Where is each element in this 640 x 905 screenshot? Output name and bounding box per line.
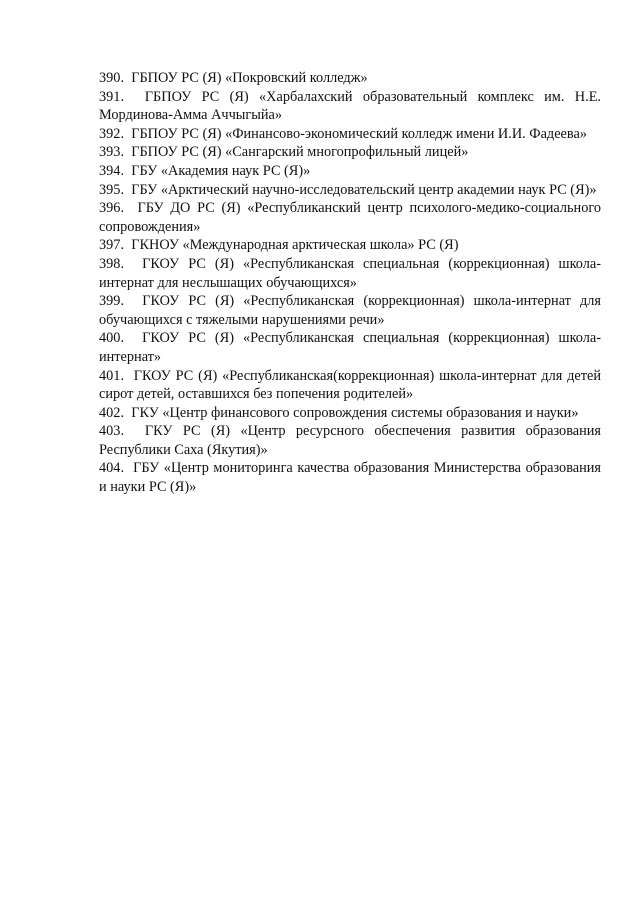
item-text: ГКОУ РС (Я) «Республиканская (коррекционная) школа-интернат для обучающихся с тяжелыми нарушениями речи» — [99, 293, 601, 328]
item-number: 397. — [99, 237, 125, 254]
list-item — [99, 292, 601, 329]
organization-list — [99, 69, 601, 497]
list-item — [99, 181, 601, 200]
list-item — [99, 404, 601, 423]
item-text: ГБУ «Арктический научно-исследовательский центр академии наук РС (Я)» — [131, 181, 597, 198]
list-item — [99, 143, 601, 162]
item-text: ГКОУ РС (Я) «Республиканская(коррекционная) школа-интернат для детей сирот детей, оставшихся без попечения родителей» — [99, 367, 601, 403]
item-number: 392. — [99, 125, 125, 142]
list-item — [99, 459, 601, 496]
item-text: ГБПОУ РС (Я) «Сангарский многопрофильный лицей» — [131, 144, 469, 161]
item-text: ГБУ «Центр мониторинга качества образования Министерства образования и науки РС (Я)» — [99, 460, 601, 496]
item-number: 402. — [99, 404, 125, 421]
item-text: ГБПОУ РС (Я) «Харбалахский образовательный комплекс им. Н.Е. Мординова-Амма Аччыгыйа» — [99, 88, 602, 124]
item-number: 390. — [99, 70, 125, 86]
item-number: 393. — [99, 144, 125, 161]
list-item — [99, 88, 601, 125]
item-number: 396. — [99, 200, 125, 217]
item-number: 401. — [99, 367, 125, 384]
item-number: 404. — [99, 460, 125, 477]
item-text: ГКУ «Центр финансового сопровождения системы образования и науки» — [131, 404, 579, 421]
item-text: ГКОУ РС (Я) «Республиканская специальная (коррекционная) школа-интернат для неслышащих обучающихся» — [99, 255, 601, 291]
item-text: ГКОУ РС (Я) «Республиканская специальная (коррекционная) школа-интернат» — [99, 330, 601, 365]
list-item — [99, 236, 601, 255]
item-text: ГКУ РС (Я) «Центр ресурсного обеспечения развития образования Республики Саха (Якутия)» — [99, 423, 601, 458]
list-item — [99, 69, 601, 88]
item-text: ГБПОУ РС (Я) «Финансово-экономический колледж имени И.И. Фадеева» — [131, 125, 587, 142]
item-number: 400. — [99, 330, 125, 347]
item-text: ГБУ «Академия наук РС (Я)» — [131, 162, 311, 179]
item-number: 391. — [99, 88, 125, 105]
item-number: 395. — [99, 181, 125, 198]
item-number: 398. — [99, 255, 125, 272]
list-item — [99, 422, 601, 459]
item-number: 399. — [99, 293, 125, 310]
item-number: 394. — [99, 162, 125, 179]
item-number: 403. — [99, 423, 125, 440]
item-text: ГКНОУ «Международная арктическая школа» РС (Я) — [131, 237, 459, 254]
item-text: ГБПОУ РС (Я) «Покровский колледж» — [131, 70, 368, 86]
list-item — [99, 255, 601, 292]
list-item — [99, 367, 601, 404]
list-item — [99, 329, 601, 366]
list-item — [99, 125, 601, 144]
list-item — [99, 199, 601, 236]
list-item — [99, 162, 601, 181]
item-text: ГБУ ДО РС (Я) «Республиканский центр психолого-медико-социального сопровождения» — [99, 200, 601, 235]
